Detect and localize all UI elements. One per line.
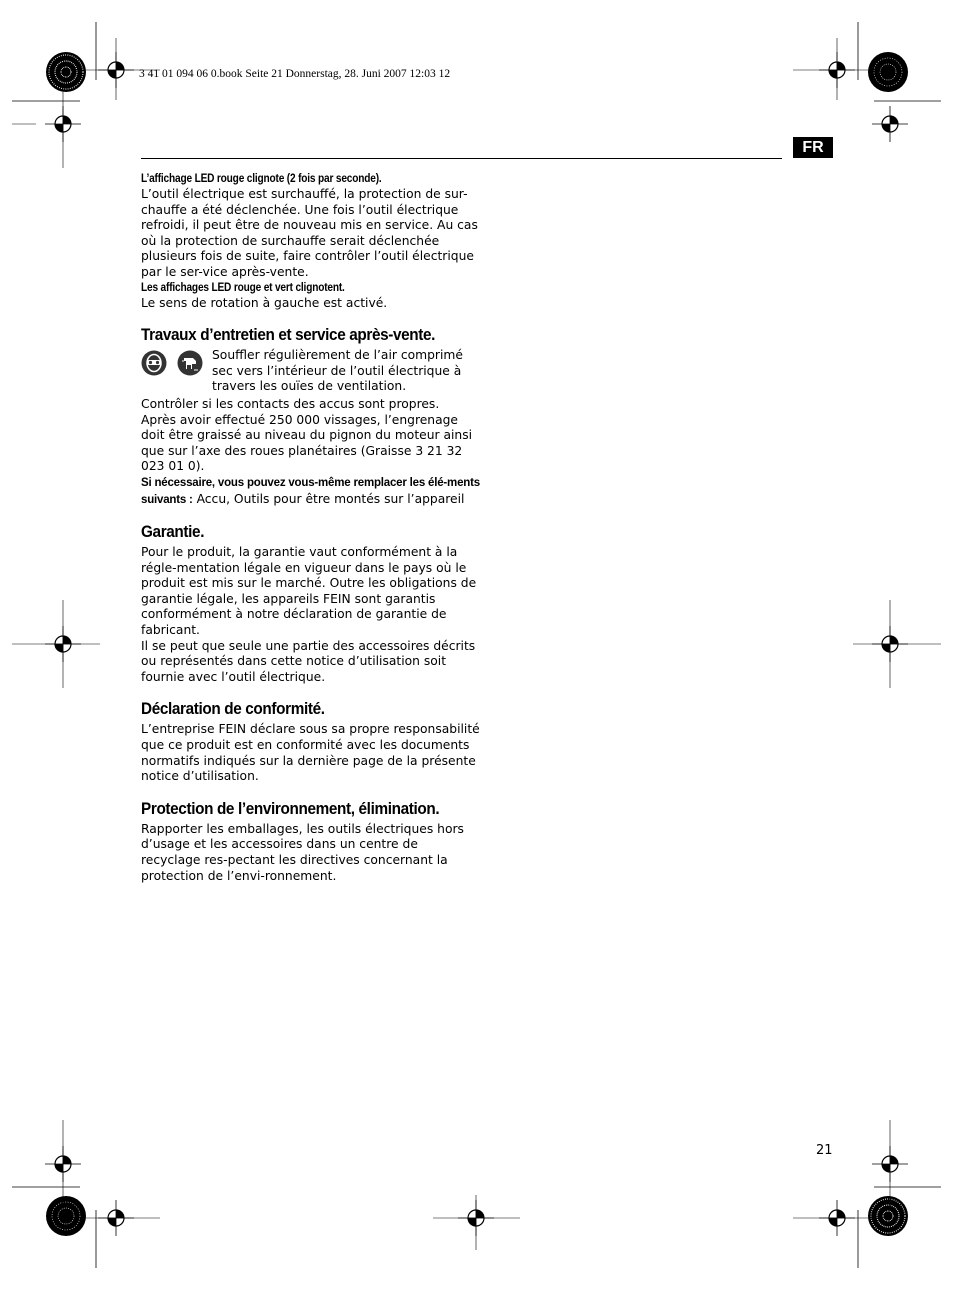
compressed-air-cleaning-icon xyxy=(177,350,203,376)
replace-paragraph xyxy=(141,475,481,508)
maintenance-p2: Après avoir effectué 250 000 vissages, l’engrenage doit être graissé au niveau du pignon du moteur ainsi que sur l’axe des roues planétaires (Graisse 3 21 32 023 01 0). xyxy=(141,412,473,474)
maintenance-p1: Contrôler si les contacts des accus sont propres. xyxy=(141,396,440,411)
page-number: 21 xyxy=(816,1143,833,1158)
led-both-text: Le sens de rotation à gauche est activé. xyxy=(141,295,388,310)
warranty-p2: Il se peut que seule une partie des accessoires décrits ou représentés dans cette notice d’utilisation soit fournie avec l’outil électrique. xyxy=(141,638,476,684)
header-rule xyxy=(141,158,782,159)
replace-bold: Si nécessaire, vous pouvez vous-même remplacer les élé-ments suivants : xyxy=(141,476,480,506)
maintenance-icons xyxy=(141,348,212,376)
environment-title: Protection de l’environnement, élimination. xyxy=(141,798,440,818)
led-both-heading: Les affichages LED rouge et vert clignotent. xyxy=(141,281,345,294)
warranty-title: Garantie. xyxy=(141,522,205,542)
book-file-header: 3 41 01 094 06 0.book Seite 21 Donnerstag, 28. Juni 2007 12:03 12 xyxy=(139,68,451,80)
environment-text: Rapporter les emballages, les outils électriques hors d’usage et les accessoires dans un centre de recyclage res-pectant les directives concernant la protection de l’envi-ronnement. xyxy=(141,821,464,883)
eye-protection-icon xyxy=(141,350,167,376)
conformity-text: L’entreprise FEIN déclare sous sa propre responsabilité que ce produit est en conformité avec les documents normatifs indiqués sur la dernière page de la présente notice d’utilisation. xyxy=(141,722,480,784)
replace-text: Accu, Outils pour être montés sur l’appareil xyxy=(192,491,465,506)
conformity-title: Déclaration de conformité. xyxy=(141,699,325,719)
led-red-heading: L’affichage LED rouge clignote (2 fois par seconde). xyxy=(141,173,382,185)
warranty-p1: Pour le produit, la garantie vaut conformément à la régle-mentation légale en vigueur dans le pays où le produit est mis sur le marché. Outre les obligations de garantie légale, les appareils FEIN sont garantis conformément à notre déclaration de garantie de fabricant. xyxy=(141,545,477,638)
led-red-text: L’outil électrique est surchauffé, la protection de sur-chauffe a été déclenchée. Une fois l’outil électrique refroidi, il peut être de nouveau mis en service. Au cas où la protection de surchauffe serait déclenchée plusieurs fois de suite, faire contrôler l’outil électrique par le ser-vice après-vente. xyxy=(141,187,478,279)
maintenance-icon-text: Souffler régulièrement de l’air comprimé sec vers l’intérieur de l’outil électrique à travers les ouïes de ventilation. xyxy=(212,348,463,394)
maintenance-icon-block xyxy=(141,348,481,395)
language-badge: FR xyxy=(793,137,833,158)
maintenance-title: Travaux d’entretien et service après-vente. xyxy=(141,325,436,345)
main-content xyxy=(141,172,481,884)
